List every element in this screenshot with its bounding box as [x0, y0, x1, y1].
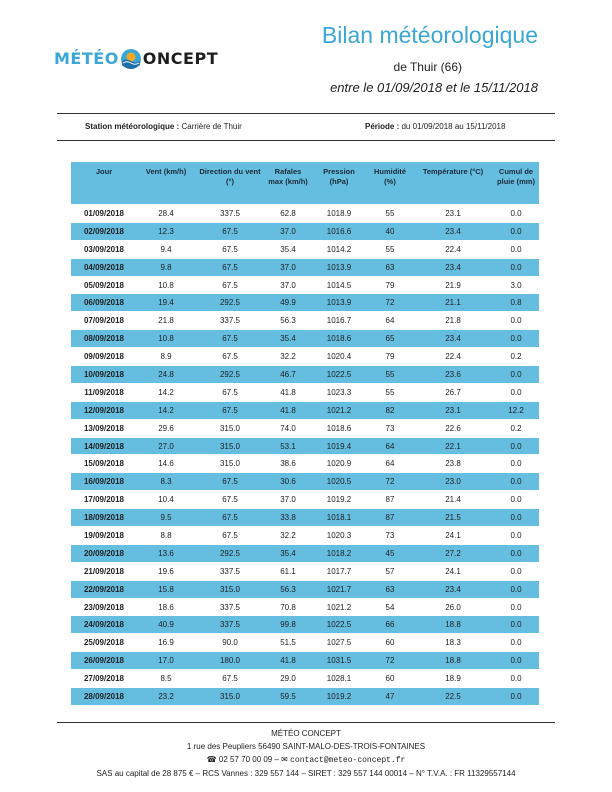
table-body: [71, 205, 539, 706]
cell-temperature: 18.3: [413, 634, 493, 652]
cell-temperature: 22.1: [413, 437, 493, 455]
table-row: [71, 616, 539, 634]
cell-rainfall: 0.0: [493, 688, 539, 706]
cell-day: 21/09/2018: [71, 562, 137, 580]
table-row: [71, 276, 539, 294]
cell-day: 15/09/2018: [71, 455, 137, 473]
table-row: [71, 312, 539, 330]
cell-wind-direction: 67.5: [195, 276, 265, 294]
cell-pressure: 1021.2: [311, 598, 367, 616]
cell-humidity: 66: [367, 616, 413, 634]
cell-wind: 27.0: [137, 437, 195, 455]
cell-pressure: 1020.5: [311, 473, 367, 491]
cell-day: 28/09/2018: [71, 688, 137, 706]
header-rainfall: Cumul de pluie (mm): [493, 162, 539, 205]
cell-rainfall: 0.0: [493, 222, 539, 240]
cell-wind-direction: 67.5: [195, 509, 265, 527]
cell-gusts: 37.0: [265, 222, 311, 240]
cell-wind: 9.4: [137, 240, 195, 258]
table-row: [71, 580, 539, 598]
period-info: [365, 122, 505, 131]
cell-wind-direction: 315.0: [195, 580, 265, 598]
table-row: [71, 419, 539, 437]
cell-day: 13/09/2018: [71, 419, 137, 437]
cell-wind-direction: 292.5: [195, 544, 265, 562]
cell-humidity: 54: [367, 598, 413, 616]
footer-divider: [57, 722, 555, 723]
cell-wind-direction: 315.0: [195, 419, 265, 437]
cell-wind: 17.0: [137, 652, 195, 670]
table-row: [71, 366, 539, 384]
table-row: [71, 383, 539, 401]
cell-wind-direction: 67.5: [195, 383, 265, 401]
cell-wind: 8.9: [137, 348, 195, 366]
cell-rainfall: 0.0: [493, 437, 539, 455]
cell-temperature: 22.6: [413, 419, 493, 437]
cell-temperature: 23.6: [413, 366, 493, 384]
cell-wind: 10.8: [137, 276, 195, 294]
cell-humidity: 55: [367, 205, 413, 223]
cell-day: 17/09/2018: [71, 491, 137, 509]
cell-temperature: 18.8: [413, 652, 493, 670]
table-row: [71, 598, 539, 616]
table-row: [71, 222, 539, 240]
cell-wind-direction: 180.0: [195, 652, 265, 670]
cell-gusts: 99.8: [265, 616, 311, 634]
cell-rainfall: 0.2: [493, 419, 539, 437]
cell-gusts: 53.1: [265, 437, 311, 455]
cell-humidity: 55: [367, 383, 413, 401]
table-row: [71, 455, 539, 473]
cell-pressure: 1018.9: [311, 205, 367, 223]
cell-gusts: 32.2: [265, 527, 311, 545]
table-row: [71, 240, 539, 258]
cell-wind: 14.2: [137, 383, 195, 401]
table-row: [71, 437, 539, 455]
cell-humidity: 47: [367, 688, 413, 706]
header-wind: Vent (km/h): [137, 162, 195, 205]
cell-wind-direction: 67.5: [195, 330, 265, 348]
footer-company: MÉTÉO CONCEPT: [271, 729, 341, 738]
station-info-bar: [57, 113, 555, 141]
cell-gusts: 37.0: [265, 276, 311, 294]
cell-rainfall: 0.0: [493, 383, 539, 401]
cell-pressure: 1018.6: [311, 330, 367, 348]
report-title: Bilan météorologique: [321, 22, 538, 48]
cell-rainfall: 0.0: [493, 598, 539, 616]
footer-email[interactable]: contact@meteo-concept.fr: [290, 756, 406, 765]
table-row: [71, 401, 539, 419]
cell-temperature: 26.7: [413, 383, 493, 401]
cell-pressure: 1017.7: [311, 562, 367, 580]
cell-rainfall: 12.2: [493, 401, 539, 419]
station-label: Station météorologique :: [85, 122, 180, 131]
cell-day: 02/09/2018: [71, 222, 137, 240]
cell-temperature: 18.8: [413, 616, 493, 634]
cell-wind: 24.8: [137, 366, 195, 384]
cell-humidity: 64: [367, 455, 413, 473]
cell-wind-direction: 90.0: [195, 634, 265, 652]
header-pressure: Pression (hPa): [311, 162, 367, 205]
cell-pressure: 1013.9: [311, 294, 367, 312]
cell-rainfall: 0.0: [493, 312, 539, 330]
cell-wind-direction: 337.5: [195, 205, 265, 223]
cell-gusts: 59.5: [265, 688, 311, 706]
cell-humidity: 40: [367, 222, 413, 240]
cell-rainfall: 0.0: [493, 634, 539, 652]
cell-humidity: 82: [367, 401, 413, 419]
cell-pressure: 1027.5: [311, 634, 367, 652]
cell-humidity: 64: [367, 312, 413, 330]
station-value: Carrière de Thuir: [181, 122, 242, 131]
cell-wind: 8.3: [137, 473, 195, 491]
cell-pressure: 1023.3: [311, 383, 367, 401]
cell-day: 27/09/2018: [71, 670, 137, 688]
cell-temperature: 21.9: [413, 276, 493, 294]
cell-rainfall: 0.0: [493, 240, 539, 258]
cell-pressure: 1021.2: [311, 401, 367, 419]
cell-wind: 9.5: [137, 509, 195, 527]
cell-temperature: 22.4: [413, 348, 493, 366]
cell-day: 16/09/2018: [71, 473, 137, 491]
cell-day: 01/09/2018: [71, 205, 137, 223]
phone-icon: ☎: [206, 755, 217, 764]
cell-gusts: 37.0: [265, 491, 311, 509]
cell-rainfall: 0.0: [493, 473, 539, 491]
cell-humidity: 79: [367, 348, 413, 366]
cell-pressure: 1016.7: [311, 312, 367, 330]
cell-wind: 23.2: [137, 688, 195, 706]
cell-day: 14/09/2018: [71, 437, 137, 455]
header-gusts: Rafales max (km/h): [265, 162, 311, 205]
cell-pressure: 1014.2: [311, 240, 367, 258]
cell-wind: 9.8: [137, 258, 195, 276]
cell-gusts: 41.8: [265, 652, 311, 670]
cell-gusts: 61.1: [265, 562, 311, 580]
period-label: Période :: [365, 122, 400, 131]
cell-wind: 16.9: [137, 634, 195, 652]
cell-gusts: 37.0: [265, 258, 311, 276]
cell-pressure: 1022.5: [311, 366, 367, 384]
cell-humidity: 87: [367, 491, 413, 509]
logo-text-meteo: MÉTÉO: [54, 49, 119, 68]
cell-pressure: 1020.9: [311, 455, 367, 473]
table-row: [71, 527, 539, 545]
report-location: de Thuir (66): [393, 60, 462, 74]
cell-rainfall: 0.0: [493, 616, 539, 634]
cell-rainfall: 0.0: [493, 205, 539, 223]
cell-rainfall: 0.0: [493, 580, 539, 598]
cell-humidity: 57: [367, 562, 413, 580]
header-wind-direction: Direction du vent (°): [195, 162, 265, 205]
cell-wind-direction: 67.5: [195, 222, 265, 240]
cell-temperature: 21.8: [413, 312, 493, 330]
cell-temperature: 21.1: [413, 294, 493, 312]
cell-wind: 14.6: [137, 455, 195, 473]
cell-humidity: 60: [367, 670, 413, 688]
cell-wind: 10.4: [137, 491, 195, 509]
cell-wind: 28.4: [137, 205, 195, 223]
cell-wind: 10.8: [137, 330, 195, 348]
cell-wind-direction: 315.0: [195, 437, 265, 455]
cell-temperature: 21.4: [413, 491, 493, 509]
cell-humidity: 45: [367, 544, 413, 562]
cell-day: 05/09/2018: [71, 276, 137, 294]
cell-pressure: 1028.1: [311, 670, 367, 688]
cell-humidity: 60: [367, 634, 413, 652]
cell-gusts: 49.9: [265, 294, 311, 312]
cell-wind-direction: 337.5: [195, 616, 265, 634]
cell-rainfall: 0.0: [493, 670, 539, 688]
cell-rainfall: 0.0: [493, 527, 539, 545]
cell-temperature: 23.0: [413, 473, 493, 491]
table-row: [71, 562, 539, 580]
footer-legal: SAS au capital de 28 875 € – RCS Vannes : 329 557 144 – SIRET : 329 557 144 00014 – N° T.V.A. : FR 11329557144: [96, 769, 516, 778]
company-logo: [54, 44, 224, 74]
cell-temperature: 26.0: [413, 598, 493, 616]
cell-day: 11/09/2018: [71, 383, 137, 401]
cell-day: 09/09/2018: [71, 348, 137, 366]
cell-rainfall: 0.0: [493, 509, 539, 527]
cell-day: 22/09/2018: [71, 580, 137, 598]
table-row: [71, 330, 539, 348]
cell-wind: 19.6: [137, 562, 195, 580]
cell-rainfall: 0.0: [493, 258, 539, 276]
cell-pressure: 1016.6: [311, 222, 367, 240]
cell-day: 18/09/2018: [71, 509, 137, 527]
cell-pressure: 1019.4: [311, 437, 367, 455]
weather-table-container: [71, 162, 539, 706]
cell-day: 07/09/2018: [71, 312, 137, 330]
table-row: [71, 544, 539, 562]
cell-gusts: 41.8: [265, 401, 311, 419]
report-period: entre le 01/09/2018 et le 15/11/2018: [330, 80, 538, 95]
cell-wind-direction: 337.5: [195, 598, 265, 616]
cell-gusts: 51.5: [265, 634, 311, 652]
cell-wind-direction: 337.5: [195, 562, 265, 580]
cell-pressure: 1021.7: [311, 580, 367, 598]
cell-rainfall: 0.0: [493, 330, 539, 348]
cell-humidity: 72: [367, 473, 413, 491]
cell-gusts: 41.8: [265, 383, 311, 401]
cell-gusts: 62.8: [265, 205, 311, 223]
table-row: [71, 473, 539, 491]
cell-rainfall: 0.0: [493, 491, 539, 509]
table-row: [71, 205, 539, 223]
cell-rainfall: 0.0: [493, 562, 539, 580]
cell-wind-direction: 67.5: [195, 491, 265, 509]
cell-temperature: 23.4: [413, 222, 493, 240]
cell-gusts: 56.3: [265, 580, 311, 598]
cell-wind-direction: 337.5: [195, 312, 265, 330]
cell-pressure: 1018.1: [311, 509, 367, 527]
cell-humidity: 72: [367, 652, 413, 670]
cell-wind: 8.8: [137, 527, 195, 545]
table-row: [71, 670, 539, 688]
table-row: [71, 491, 539, 509]
cell-pressure: 1020.4: [311, 348, 367, 366]
cell-wind-direction: 292.5: [195, 366, 265, 384]
cell-humidity: 63: [367, 258, 413, 276]
cell-gusts: 30.6: [265, 473, 311, 491]
cell-wind-direction: 67.5: [195, 240, 265, 258]
cell-wind-direction: 67.5: [195, 348, 265, 366]
header-day: Jour: [71, 162, 137, 205]
header-humidity: Humidité (%): [367, 162, 413, 205]
cell-humidity: 55: [367, 240, 413, 258]
cell-day: 03/09/2018: [71, 240, 137, 258]
footer-address: 1 rue des Peupliers 56490 SAINT-MALO-DES-TROIS-FONTAINES: [186, 742, 426, 751]
cell-temperature: 23.4: [413, 258, 493, 276]
cell-gusts: 29.0: [265, 670, 311, 688]
cell-pressure: 1022.5: [311, 616, 367, 634]
cell-gusts: 74.0: [265, 419, 311, 437]
table-row: [71, 509, 539, 527]
cell-wind: 40.9: [137, 616, 195, 634]
cell-temperature: 23.4: [413, 330, 493, 348]
sun-wave-logo-icon: [120, 48, 142, 70]
cell-humidity: 72: [367, 294, 413, 312]
cell-gusts: 35.4: [265, 544, 311, 562]
table-row: [71, 294, 539, 312]
cell-humidity: 55: [367, 366, 413, 384]
cell-rainfall: 0.0: [493, 455, 539, 473]
cell-gusts: 35.4: [265, 330, 311, 348]
cell-gusts: 46.7: [265, 366, 311, 384]
cell-day: 19/09/2018: [71, 527, 137, 545]
cell-wind-direction: 67.5: [195, 473, 265, 491]
cell-gusts: 32.2: [265, 348, 311, 366]
cell-day: 12/09/2018: [71, 401, 137, 419]
cell-rainfall: 0.0: [493, 366, 539, 384]
cell-wind: 29.6: [137, 419, 195, 437]
cell-humidity: 87: [367, 509, 413, 527]
period-value: du 01/09/2018 au 15/11/2018: [401, 122, 506, 131]
cell-wind-direction: 67.5: [195, 670, 265, 688]
cell-temperature: 23.4: [413, 580, 493, 598]
footer: [0, 727, 612, 780]
logo-text-concept: ONCEPT: [142, 49, 219, 68]
cell-rainfall: 0.0: [493, 652, 539, 670]
cell-temperature: 23.8: [413, 455, 493, 473]
cell-temperature: 22.5: [413, 688, 493, 706]
cell-gusts: 33.8: [265, 509, 311, 527]
cell-day: 25/09/2018: [71, 634, 137, 652]
cell-temperature: 22.4: [413, 240, 493, 258]
cell-day: 26/09/2018: [71, 652, 137, 670]
cell-wind-direction: 315.0: [195, 688, 265, 706]
cell-gusts: 35.4: [265, 240, 311, 258]
cell-wind-direction: 67.5: [195, 258, 265, 276]
cell-wind: 21.8: [137, 312, 195, 330]
table-header-row: [71, 162, 539, 205]
cell-pressure: 1018.2: [311, 544, 367, 562]
cell-gusts: 38.6: [265, 455, 311, 473]
cell-temperature: 24.1: [413, 527, 493, 545]
cell-day: 06/09/2018: [71, 294, 137, 312]
cell-wind: 15.8: [137, 580, 195, 598]
cell-pressure: 1018.6: [311, 419, 367, 437]
cell-pressure: 1020.3: [311, 527, 367, 545]
cell-humidity: 65: [367, 330, 413, 348]
cell-day: 20/09/2018: [71, 544, 137, 562]
station-info: [85, 122, 242, 131]
cell-day: 04/09/2018: [71, 258, 137, 276]
cell-temperature: 23.1: [413, 401, 493, 419]
cell-pressure: 1014.5: [311, 276, 367, 294]
weather-table: [71, 162, 539, 706]
footer-contact: [0, 753, 612, 767]
table-row: [71, 348, 539, 366]
cell-wind: 14.2: [137, 401, 195, 419]
cell-pressure: 1013.9: [311, 258, 367, 276]
table-row: [71, 688, 539, 706]
cell-wind: 18.6: [137, 598, 195, 616]
cell-gusts: 70.8: [265, 598, 311, 616]
cell-day: 10/09/2018: [71, 366, 137, 384]
cell-wind-direction: 67.5: [195, 527, 265, 545]
cell-pressure: 1019.2: [311, 688, 367, 706]
footer-phone: 02 57 70 00 09 –: [218, 755, 279, 764]
cell-gusts: 56.3: [265, 312, 311, 330]
cell-day: 08/09/2018: [71, 330, 137, 348]
cell-wind: 13.6: [137, 544, 195, 562]
mail-icon: ✉: [281, 755, 288, 764]
cell-wind: 8.5: [137, 670, 195, 688]
cell-pressure: 1031.5: [311, 652, 367, 670]
cell-temperature: 23.1: [413, 205, 493, 223]
cell-temperature: 21.5: [413, 509, 493, 527]
cell-humidity: 79: [367, 276, 413, 294]
cell-rainfall: 0.2: [493, 348, 539, 366]
cell-rainfall: 0.0: [493, 544, 539, 562]
cell-temperature: 24.1: [413, 562, 493, 580]
cell-temperature: 27.2: [413, 544, 493, 562]
table-row: [71, 258, 539, 276]
cell-rainfall: 0.8: [493, 294, 539, 312]
cell-wind-direction: 67.5: [195, 401, 265, 419]
table-row: [71, 652, 539, 670]
cell-humidity: 73: [367, 419, 413, 437]
cell-rainfall: 3.0: [493, 276, 539, 294]
cell-humidity: 64: [367, 437, 413, 455]
header-temperature: Température (°C): [413, 162, 493, 205]
cell-humidity: 63: [367, 580, 413, 598]
cell-humidity: 73: [367, 527, 413, 545]
cell-wind-direction: 292.5: [195, 294, 265, 312]
cell-wind: 19.4: [137, 294, 195, 312]
cell-day: 23/09/2018: [71, 598, 137, 616]
cell-wind-direction: 315.0: [195, 455, 265, 473]
cell-temperature: 18.9: [413, 670, 493, 688]
cell-day: 24/09/2018: [71, 616, 137, 634]
table-row: [71, 634, 539, 652]
cell-wind: 12.3: [137, 222, 195, 240]
cell-pressure: 1019.2: [311, 491, 367, 509]
